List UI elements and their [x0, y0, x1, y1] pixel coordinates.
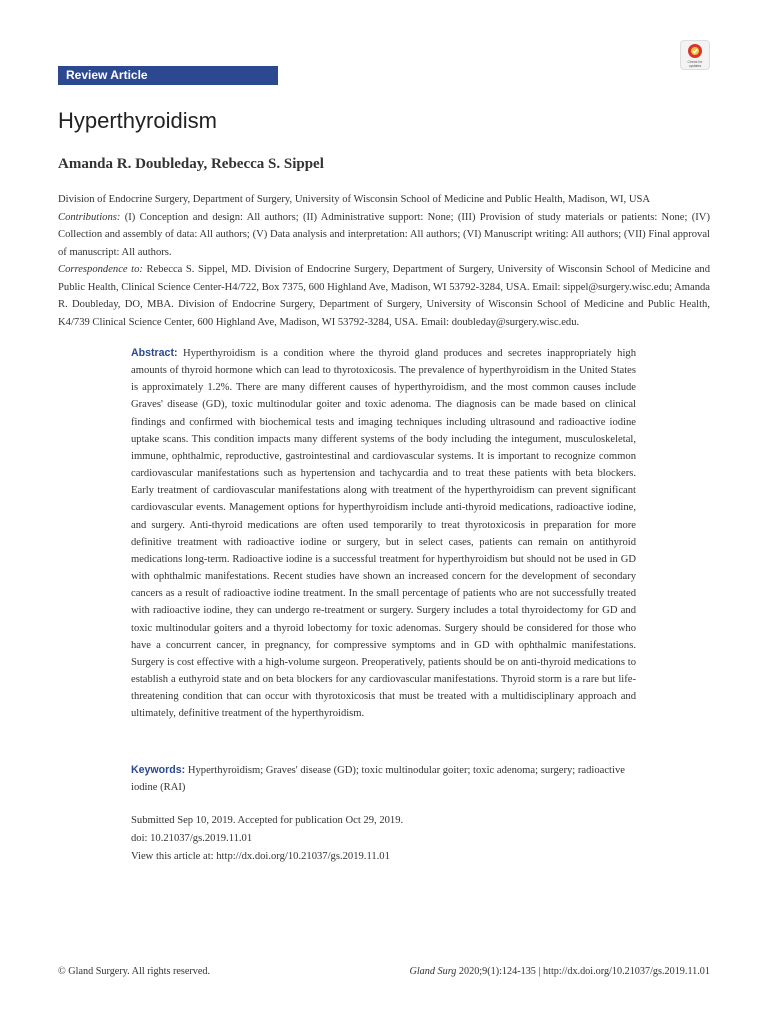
- article-title: Hyperthyroidism: [58, 108, 217, 133]
- affiliation: Division of Endocrine Surgery, Department of Surgery, University of Wisconsin School of Medicine and Public Health, Madison, WI, USA: [58, 194, 651, 205]
- abstract-text: Hyperthyroidism is a condition where the thyroid gland produces and secretes inappropriately high amounts of thyroid hormone which can lead to thyrotoxicosis. The prevalence of hyperthyroidism in the United States is approximately 1.2%. There are many different causes of hyperthyroidism, and the most common causes include Graves' disease (GD), toxic multinodular goiter and toxic adenoma. The diagnosis can be made based on clinical findings and confirmed with biochemical tests and imaging techniques including ultrasound and radioactive iodine uptake scans. This condition impacts many different systems of the body including the integument, musculoskeletal, immune, ophthalmic, reproductive, gastrointestinal and cardiovascular systems. It is important to recognize common cardiovascular manifestations such as hypertension and tachycardia and to treat these patients with beta blockers. Early treatment of cardiovascular manifestations along with treatment of the hyperthyroidism can prevent significant cardiovascular events. Management options for hyperthyroidism include anti-thyroid medications, radioactive iodine, and surgery. Anti-thyroid medications are often used temporarily to treat thyrotoxicosis in preparation for more definitive treatment with radioactive iodine or surgery, but in select cases, patients can remain on antithyroid medications long-term. Radioactive iodine is a successful treatment for hyperthyroidism but should not be used in GD with ophthalmic manifestations. Recent studies have shown an increased concern for the development of secondary cancers as a result of radioactive iodine treatment. In the small percentage of patients who are not successfully treated with radioactive iodine, they can undergo re-treatment or surgery. Surgery includes a total thyroidectomy for GD and toxic multinodular goiters and a thyroid lobectomy for toxic adenomas. Surgery should be considered for those who have a concurrent cancer, in pregnancy, for compressive symptoms and in GD with ophthalmic manifestations. Surgery is cost effective with a high-volume surgeon. Preoperatively, patients should be on anti-thyroid medications to establish a euthyroid state and on beta blockers for any cardiovascular manifestations. Thyroid storm is a rare but life-threatening condition that can occur with thyrotoxicosis that must be treated with a multidisciplinary approach and ultimately, definitive treatment of the hyperthyroidism.: [131, 348, 636, 720]
- footer-citation: [409, 966, 710, 977]
- article-type-banner: [58, 66, 278, 85]
- keywords-text: Hyperthyroidism; Graves' disease (GD); toxic multinodular goiter; toxic adenoma; surgery; radioactive iodine (RAI): [131, 765, 625, 793]
- publication-meta: [131, 812, 636, 866]
- correspondence-text: Rebecca S. Sippel, MD. Division of Endocrine Surgery, Department of Surgery, University of Wisconsin School of Medicine and Public Health, Clinical Science Center-H4/722, Box 7375, 600 Highland Ave, Madison, WI 53792-3284, USA. Email: sippel@surgery.wisc.edu; Amanda R. Doubleday, DO, MBA. Division of Endocrine Surgery, Department of Surgery, University of Wisconsin School of Medicine and Public Health, K4/739 Clinical Science Center, 600 Highland Ave, Madison, WI 53792-3284, USA. Email: doubleday@surgery.wisc.edu.: [58, 264, 710, 328]
- footer-copyright: © Gland Surgery. All rights reserved.: [58, 966, 211, 977]
- correspondence-label: Correspondence to:: [58, 264, 143, 275]
- correspondence: [58, 261, 710, 331]
- abstract: [131, 345, 636, 722]
- keywords-label: Keywords:: [131, 764, 186, 776]
- footer-citation-text[interactable]: 2020;9(1):124-135 | http://dx.doi.org/10.21037/gs.2019.11.01: [458, 966, 710, 977]
- abstract-label: Abstract:: [131, 347, 178, 359]
- keywords: [131, 762, 636, 796]
- check-updates-label: Check for updates: [687, 60, 703, 68]
- footer-journal: Gland Surg: [409, 966, 457, 977]
- contributions-label: Contributions:: [58, 211, 121, 223]
- submission-dates: Submitted Sep 10, 2019. Accepted for publication Oct 29, 2019.: [131, 815, 404, 826]
- contributions-text: (I) Conception and design: All authors; (II) Administrative support: None; (III) Provision of study materials or patients: None; (IV) Collection and assembly of data: All authors; (V) Data analysis and interpretation: All authors; (VI) Manuscript writing: All authors; (VII) Final approval of manuscript: All authors.: [58, 211, 710, 258]
- affiliation-block: [58, 191, 710, 331]
- view-article-link[interactable]: View this article at: http://dx.doi.org/10.21037/gs.2019.11.01: [131, 851, 390, 862]
- author-list: Amanda R. Doubleday, Rebecca S. Sippel: [58, 156, 324, 172]
- article-type-label: Review Article: [66, 68, 148, 82]
- contributions: [58, 209, 710, 262]
- doi[interactable]: doi: 10.21037/gs.2019.11.01: [131, 833, 253, 844]
- check-updates-icon: [687, 43, 703, 59]
- check-for-updates-badge[interactable]: [680, 40, 710, 70]
